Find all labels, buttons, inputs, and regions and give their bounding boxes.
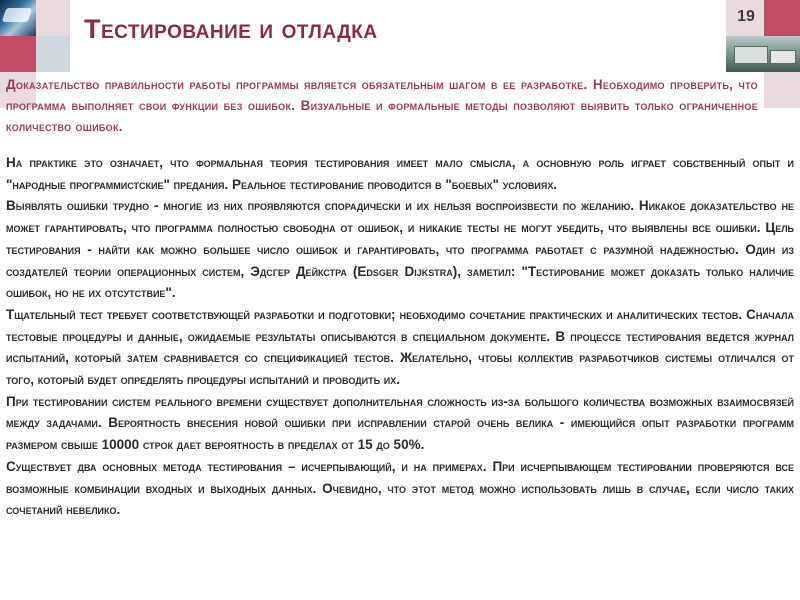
decorative-square xyxy=(36,0,70,36)
decorative-square xyxy=(764,72,800,108)
intro-paragraph: Доказательство правильности работы программы является обязательным шагом в ее разработке. Необходимо проверить, что программа выполняет свои функции без ошибок. Визуальные и формальные методы позволяют выявить только ограниченное количество ошибок. xyxy=(6,77,758,134)
body-paragraph: При тестировании систем реального времени существует дополнительная сложность из-за большого количества возможных взаимосвязей между задачами. Вероятность внесения новой ошибки при исправлении старой очень велика - имеющийся опыт разработки программ размером свыше 10000 строк дает вероятность в пределах от 15 до 50%. xyxy=(6,393,794,453)
body-paragraph: На практике это означает, что формальная теория тестирования имеет мало смысла, а основную роль играет собственный опыт и "народные программистские" предания. Реальное тестирование проводится в "боевых" условиях. xyxy=(6,155,794,192)
slide-title: Тестирование и отладка xyxy=(84,14,378,44)
body-paragraph: Выявлять ошибки трудно - многие из них проявляются спорадически и их нельзя воспроизвести по желанию. Никакое доказательство не может гарантировать, что программа полностью свободна от ошибок, и никакие тесты не могут убедить, что выявлены все ошибки. Цель тестирования - найти как можно большее число ошибок и гарантировать, что программа работает с разумной надежностью. Один из создателей теории операционных систем, Эдсгер Дейкстра (Edsger Dijkstra), заметил: "Тестирование может доказать только наличие ошибок, но не их отсутствие". xyxy=(6,198,794,301)
body-text xyxy=(6,152,794,521)
decorative-square xyxy=(764,0,800,36)
decorative-square xyxy=(36,36,70,72)
decorative-square xyxy=(0,36,36,72)
body-paragraph: Существует два основных метода тестирования – исчерпывающий, и на примерах. При исчерпывающем тестировании проверяются все возможные комбинации входных и выходных данных. Очевидно, что этот метод можно использовать лишь в случае, если число таких сочетаний невелико. xyxy=(6,458,794,518)
decorative-photo-top-right xyxy=(726,36,800,72)
decorative-photo-top-left xyxy=(0,0,36,36)
page-number: 19 xyxy=(737,8,755,25)
body-paragraph: Тщательный тест требует соответствующей разработки и подготовки; необходимо сочетание практических и аналитических тестов. Сначала тестовые процедуры и данные, ожидаемые результаты описываются в специальном документе. В процессе тестирования ведется журнал испытаний, который затем сравнивается со спецификацией тестов. Желательно, чтобы коллектив разработчиков системы отличался от того, который будет определять процедуры испытаний и проводить их. xyxy=(6,306,794,388)
